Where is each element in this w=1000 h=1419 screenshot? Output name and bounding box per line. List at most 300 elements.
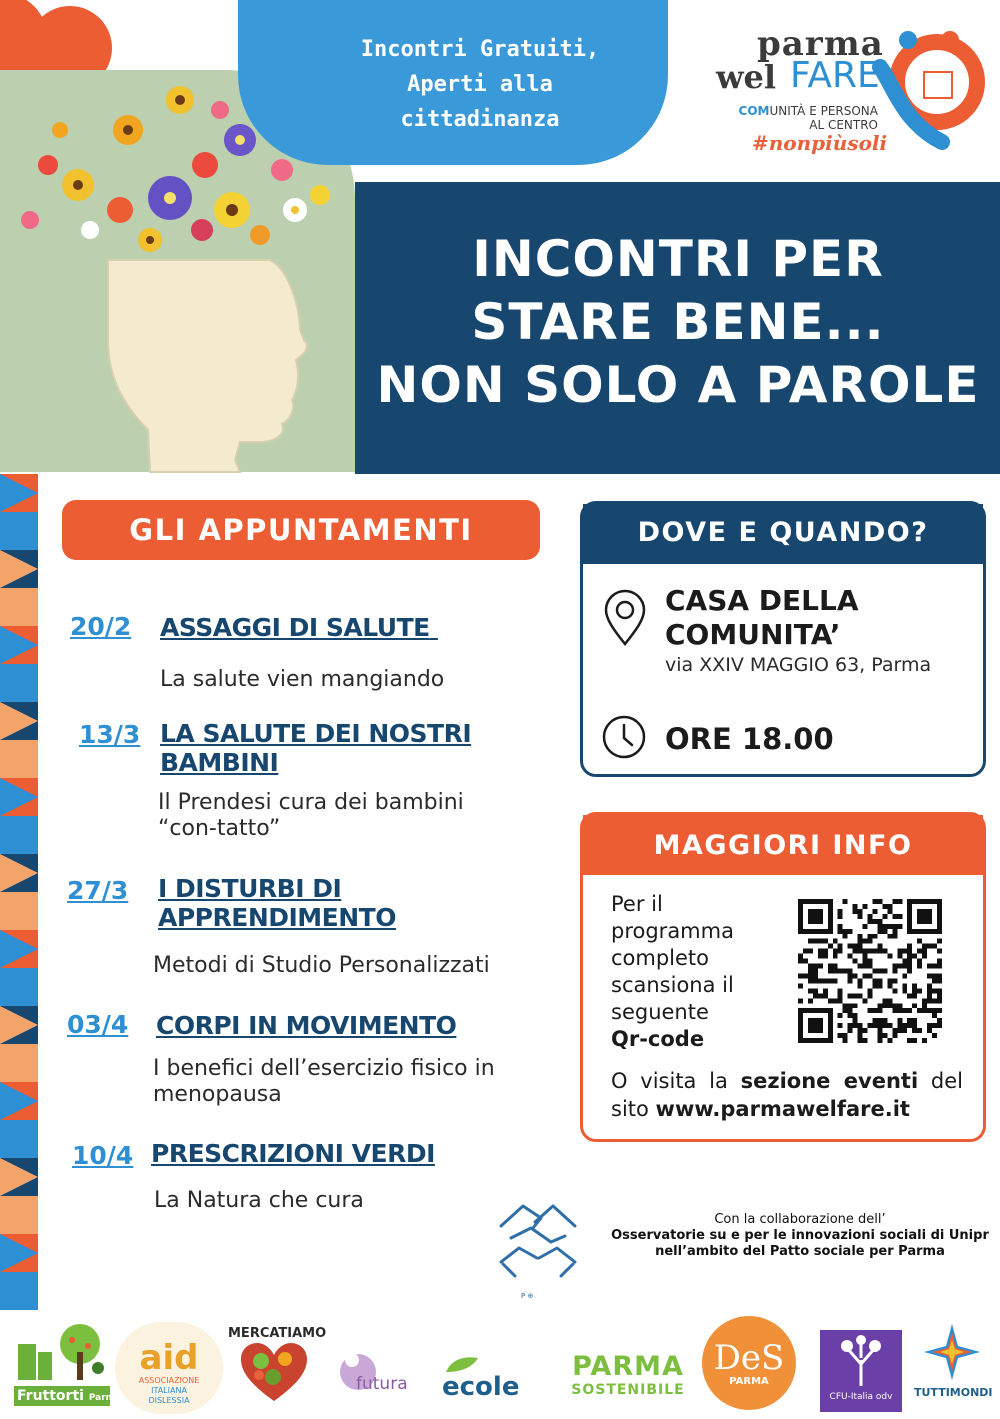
qr-module — [902, 959, 907, 964]
qr-module — [937, 964, 942, 969]
qr-module — [858, 1033, 863, 1038]
qr-module — [877, 1018, 882, 1023]
more-info-header: MAGGIORI INFO — [583, 815, 983, 875]
qr-module — [843, 899, 848, 904]
qr-module — [877, 899, 882, 904]
qr-module — [877, 978, 882, 983]
qr-module — [853, 1018, 858, 1023]
qr-module — [882, 1023, 887, 1028]
appointment-title-line: PRESCRIZIONI VERDI — [151, 1139, 435, 1168]
fruttorti-name: Fruttorti — [17, 1388, 84, 1404]
collaboration-line-2: Osservatorie su e per le innovazioni sociali di Unipr — [611, 1228, 989, 1243]
des-city: PARMA — [729, 1376, 769, 1387]
vegetable-heart-icon — [239, 1341, 309, 1405]
stripe-block — [0, 816, 38, 854]
logo-tagline-2: AL CENTRO — [809, 118, 878, 132]
parma-sostenibile-word-2: SOSTENIBILE — [571, 1382, 685, 1398]
qr-module — [863, 904, 868, 909]
qr-module — [808, 978, 813, 983]
qr-module — [892, 1008, 897, 1013]
qr-module — [892, 988, 897, 993]
qr-module — [872, 1018, 877, 1023]
qr-module — [907, 1018, 912, 1023]
qr-module — [808, 998, 813, 1003]
aid-sub-3: DISLESSIA — [148, 1396, 190, 1405]
qr-module — [872, 1008, 877, 1013]
logo-tagline-rest: UNITÀ E PERSONA — [769, 104, 878, 118]
more-info-text — [611, 891, 771, 1053]
qr-module — [932, 944, 937, 949]
qr-module — [912, 993, 917, 998]
qr-module — [932, 1033, 937, 1038]
qr-module — [813, 964, 818, 969]
qr-module — [887, 934, 892, 939]
collaboration-line-3: nell’ambito del Patto sociale per Parma — [655, 1244, 945, 1259]
qr-module — [863, 939, 868, 944]
qr-module — [907, 969, 912, 974]
qr-module — [912, 988, 917, 993]
qr-module — [877, 1028, 882, 1033]
aid-sub-1: ASSOCIAZIONE — [138, 1376, 200, 1385]
qr-module — [818, 993, 823, 998]
appointment-date: 03/4 — [67, 1010, 129, 1039]
qr-module — [922, 1038, 927, 1043]
qr-module — [863, 949, 868, 954]
qr-module — [892, 1028, 897, 1033]
qr-module — [813, 969, 818, 974]
qr-module — [838, 924, 843, 929]
qr-module — [887, 954, 892, 959]
qr-module — [863, 973, 868, 978]
fruttorti-tree-icon — [14, 1322, 110, 1382]
qr-module — [922, 949, 927, 954]
venue-address: via XXIV MAGGIO 63, Parma — [665, 654, 932, 676]
partner-logo-ecole[interactable] — [442, 1354, 552, 1406]
qr-module — [868, 964, 873, 969]
qr-module — [868, 919, 873, 924]
qr-module — [833, 949, 838, 954]
qr-module — [863, 964, 868, 969]
qr-module — [932, 964, 937, 969]
qr-module — [833, 954, 838, 959]
qr-module — [927, 1008, 932, 1013]
appointment-date: 27/3 — [67, 876, 129, 905]
qr-module — [912, 1003, 917, 1008]
qr-module — [863, 924, 868, 929]
qr-module — [863, 998, 868, 1003]
qr-module — [917, 1028, 922, 1033]
qr-module — [872, 978, 877, 983]
qr-module — [897, 1008, 902, 1013]
qr-module — [882, 1033, 887, 1038]
qr-module — [858, 978, 863, 983]
qr-module — [892, 978, 897, 983]
qr-module — [932, 973, 937, 978]
qr-module — [882, 949, 887, 954]
qr-module — [877, 919, 882, 924]
qr-module — [892, 1003, 897, 1008]
qr-module — [853, 1023, 858, 1028]
qr-module — [902, 1028, 907, 1033]
logo-word-fare: FARE — [790, 55, 880, 96]
qr-module — [927, 944, 932, 949]
qr-module — [853, 909, 858, 914]
qr-module — [937, 998, 942, 1003]
qr-module — [897, 1018, 902, 1023]
qr-module — [838, 993, 843, 998]
appointment-description — [158, 790, 464, 842]
qr-module — [843, 1003, 848, 1008]
qr-module — [858, 1028, 863, 1033]
stripe-block — [0, 1196, 38, 1234]
qr-module — [823, 949, 828, 954]
qr-module — [818, 949, 823, 954]
qr-module — [848, 1013, 853, 1018]
qr-module — [882, 924, 887, 929]
qr-module — [838, 909, 843, 914]
qr-module — [887, 904, 892, 909]
qr-module — [937, 978, 942, 983]
parma-sostenibile-word-1: PARMA — [572, 1351, 684, 1382]
qr-code-label: Qr-code — [611, 1027, 705, 1051]
location-pin-icon — [603, 589, 647, 647]
stripe-block — [0, 968, 38, 1006]
stripe-block — [0, 588, 38, 626]
qr-module — [868, 1008, 873, 1013]
qr-module — [927, 983, 932, 988]
qr-module — [808, 988, 813, 993]
qr-module — [902, 964, 907, 969]
qr-module — [897, 949, 902, 954]
qr-module — [877, 1033, 882, 1038]
qr-module — [853, 949, 858, 954]
qr-module — [838, 914, 843, 919]
svg-text:P ⊕: P ⊕ — [521, 1292, 534, 1300]
appointment-title-line: BAMBINI — [160, 748, 279, 777]
qr-module — [858, 993, 863, 998]
qr-module — [897, 964, 902, 969]
qr-module — [863, 954, 868, 959]
appointment-title-line: CORPI IN MOVIMENTO — [156, 1011, 457, 1040]
qr-module — [912, 1023, 917, 1028]
qr-module — [892, 899, 897, 904]
qr-module — [803, 959, 808, 964]
appointment-description-line: I benefici dell’esercizio fisico in — [153, 1056, 495, 1081]
logo-tagline-com: COM — [738, 104, 770, 118]
qr-module — [868, 1023, 873, 1028]
banner-line-1: Incontri Gratuiti, — [360, 37, 600, 62]
qr-module — [863, 959, 868, 964]
qr-module — [848, 973, 853, 978]
aid-logo-text: aid — [139, 1338, 199, 1378]
qr-module — [887, 924, 892, 929]
more-info-line: completo — [611, 946, 710, 970]
qr-module — [843, 929, 848, 934]
aid-sub-2: ITALIANA — [151, 1386, 187, 1395]
qr-module — [912, 954, 917, 959]
qr-module — [828, 998, 833, 1003]
qr-module — [853, 959, 858, 964]
qr-module — [872, 1023, 877, 1028]
qr-module — [877, 949, 882, 954]
qr-module — [838, 1023, 843, 1028]
qr-module — [882, 969, 887, 974]
qr-module — [937, 993, 942, 998]
qr-module — [882, 904, 887, 909]
qr-module — [823, 993, 828, 998]
qr-module — [932, 1008, 937, 1013]
qr-module — [858, 1023, 863, 1028]
qr-module — [858, 909, 863, 914]
website-text — [611, 1067, 963, 1123]
qr-module — [818, 954, 823, 959]
more-info-line: programma — [611, 919, 734, 943]
qr-module — [912, 1028, 917, 1033]
qr-module — [912, 983, 917, 988]
qr-module — [907, 964, 912, 969]
qr-module — [937, 1008, 942, 1013]
appointment-description: Metodi di Studio Personalizzati — [153, 953, 490, 978]
partner-logo-aid[interactable] — [115, 1322, 223, 1414]
stripe-block — [0, 892, 38, 930]
appointment-title[interactable] — [160, 613, 438, 642]
qr-module — [838, 988, 843, 993]
qr-module — [858, 983, 863, 988]
website-link[interactable]: www.parmawelfare.it — [655, 1097, 910, 1121]
qr-module — [868, 959, 873, 964]
qr-module — [823, 978, 828, 983]
cfu-tree-icon — [831, 1334, 891, 1388]
qr-module — [927, 993, 932, 998]
qr-module — [877, 983, 882, 988]
partner-logo-cfu-italia[interactable] — [820, 1330, 902, 1412]
qr-finder — [808, 909, 823, 924]
qr-finder — [917, 909, 932, 924]
qr-module — [803, 973, 808, 978]
stripe-block — [0, 512, 38, 550]
qr-module — [877, 944, 882, 949]
clock-icon — [601, 714, 647, 760]
stripe-block — [0, 740, 38, 778]
more-info-card — [580, 812, 986, 1142]
qr-module — [868, 939, 873, 944]
partner-logo-tuttimondi[interactable] — [914, 1322, 993, 1412]
qr-module — [902, 988, 907, 993]
qr-module — [887, 1003, 892, 1008]
qr-module — [828, 964, 833, 969]
fruttorti-city: Parma — [88, 1393, 122, 1403]
title-line-3: NON SOLO A PAROLE — [376, 356, 980, 414]
qr-module — [892, 929, 897, 934]
qr-module — [868, 914, 873, 919]
qr-module — [853, 993, 858, 998]
qr-module — [887, 1023, 892, 1028]
partner-logo-fruttorti[interactable] — [14, 1322, 122, 1414]
qr-module — [927, 1023, 932, 1028]
appointment-description — [153, 1056, 495, 1108]
qr-module — [892, 924, 897, 929]
qr-module — [937, 1023, 942, 1028]
qr-module — [848, 1023, 853, 1028]
qr-module — [912, 1018, 917, 1023]
qr-module — [818, 939, 823, 944]
qr-module — [907, 1023, 912, 1028]
qr-module — [838, 969, 843, 974]
qr-module — [932, 1013, 937, 1018]
stripe-block — [0, 664, 38, 702]
mercatiamo-name: MERCATIAMO — [228, 1326, 327, 1341]
qr-module — [868, 973, 873, 978]
qr-module — [937, 973, 942, 978]
ecole-leaf-icon — [442, 1354, 482, 1374]
qr-module — [808, 939, 813, 944]
qr-module — [798, 973, 803, 978]
appointment-description-line: menopausa — [153, 1082, 282, 1107]
handshake-icon — [493, 1196, 583, 1304]
where-when-card — [580, 501, 986, 777]
geometric-side-stripe — [0, 474, 38, 1278]
qr-module — [927, 988, 932, 993]
qr-module — [853, 973, 858, 978]
qr-module — [828, 969, 833, 974]
qr-module — [877, 1008, 882, 1013]
events-section-link[interactable]: sezione eventi — [740, 1069, 919, 1093]
qr-module — [843, 934, 848, 939]
collaboration-note — [600, 1212, 1000, 1260]
qr-module — [917, 1008, 922, 1013]
qr-module — [887, 978, 892, 983]
qr-module — [838, 1033, 843, 1038]
appointment-description: La salute vien mangiando — [160, 667, 445, 692]
qr-module — [868, 934, 873, 939]
qr-module — [823, 954, 828, 959]
qr-module — [823, 988, 828, 993]
appointment-date: 10/4 — [72, 1141, 134, 1170]
qr-module — [798, 954, 803, 959]
title-line-2: STARE BENE... — [471, 293, 885, 351]
qr-module — [892, 914, 897, 919]
appointment-description: La Natura che cura — [154, 1188, 364, 1213]
free-events-text — [330, 32, 630, 137]
qr-module — [917, 949, 922, 954]
more-info-line: seguente — [611, 1000, 709, 1024]
qr-module — [917, 959, 922, 964]
qr-module — [887, 998, 892, 1003]
qr-module — [853, 1003, 858, 1008]
partner-logo-mercatiamo[interactable] — [228, 1326, 327, 1414]
appointment-title[interactable] — [151, 1139, 435, 1168]
qr-module — [907, 944, 912, 949]
qr-module — [937, 949, 942, 954]
logo-hashtag: #nonpiùsoli — [752, 131, 888, 155]
qr-module — [937, 1018, 942, 1023]
qr-module — [803, 949, 808, 954]
qr-module — [872, 983, 877, 988]
appointment-title[interactable] — [158, 874, 396, 932]
qr-module — [828, 944, 833, 949]
partner-logo-futura[interactable] — [338, 1342, 416, 1406]
qr-module — [902, 983, 907, 988]
qr-module — [887, 983, 892, 988]
qr-module — [868, 949, 873, 954]
qr-module — [887, 1038, 892, 1043]
qr-module — [917, 939, 922, 944]
qr-module — [937, 988, 942, 993]
qr-module — [872, 949, 877, 954]
qr-module — [848, 1003, 853, 1008]
qr-module — [833, 969, 838, 974]
qr-module — [877, 924, 882, 929]
qr-module — [853, 1013, 858, 1018]
qr-module — [863, 1038, 868, 1043]
appointment-title[interactable] — [160, 719, 471, 777]
qr-module — [798, 998, 803, 1003]
qr-module — [808, 964, 813, 969]
qr-module — [848, 978, 853, 983]
qr-module — [887, 909, 892, 914]
ecole-name: ecole — [442, 1372, 520, 1402]
appointments-header: GLI APPUNTAMENTI — [62, 500, 540, 560]
appointment-title-line: LA SALUTE DEI NOSTRI — [160, 719, 472, 748]
qr-module — [892, 934, 897, 939]
logo-tagline-1 — [718, 104, 878, 118]
qr-module — [858, 1038, 863, 1043]
qr-module — [897, 914, 902, 919]
qr-code[interactable] — [798, 899, 942, 1043]
qr-module — [922, 998, 927, 1003]
qr-module — [877, 929, 882, 934]
qr-module — [877, 969, 882, 974]
qr-module — [892, 969, 897, 974]
qr-module — [843, 1008, 848, 1013]
qr-module — [897, 1028, 902, 1033]
qr-module — [927, 998, 932, 1003]
qr-module — [858, 914, 863, 919]
qr-module — [927, 1028, 932, 1033]
qr-module — [897, 1023, 902, 1028]
qr-module — [912, 1038, 917, 1043]
qr-module — [843, 1033, 848, 1038]
banner-line-2: Aperti alla — [407, 72, 553, 97]
qr-module — [858, 934, 863, 939]
banner-line-3: cittadinanza — [400, 107, 560, 132]
qr-module — [922, 944, 927, 949]
qr-module — [808, 969, 813, 974]
event-time: ORE 18.00 — [665, 722, 834, 756]
qr-module — [922, 954, 927, 959]
futura-name: futura — [356, 1374, 408, 1394]
qr-module — [843, 969, 848, 974]
qr-finder — [808, 1018, 823, 1033]
qr-module — [882, 998, 887, 1003]
qr-module — [833, 998, 838, 1003]
qr-module — [808, 949, 813, 954]
venue-name-line-1: CASA DELLA — [665, 584, 859, 617]
qr-module — [838, 944, 843, 949]
qr-module — [932, 998, 937, 1003]
qr-module — [917, 988, 922, 993]
qr-module — [922, 1008, 927, 1013]
qr-module — [838, 1013, 843, 1018]
partner-logo-parma-sostenibile[interactable] — [558, 1352, 698, 1410]
qr-module — [848, 1028, 853, 1033]
appointment-title[interactable] — [156, 1011, 456, 1040]
appointment-description-line: Il Prendesi cura dei bambini — [158, 790, 464, 815]
partner-logo-des-parma[interactable] — [702, 1316, 796, 1410]
website-text-part: del sito — [611, 1069, 963, 1121]
qr-module — [907, 1038, 912, 1043]
qr-module — [813, 993, 818, 998]
